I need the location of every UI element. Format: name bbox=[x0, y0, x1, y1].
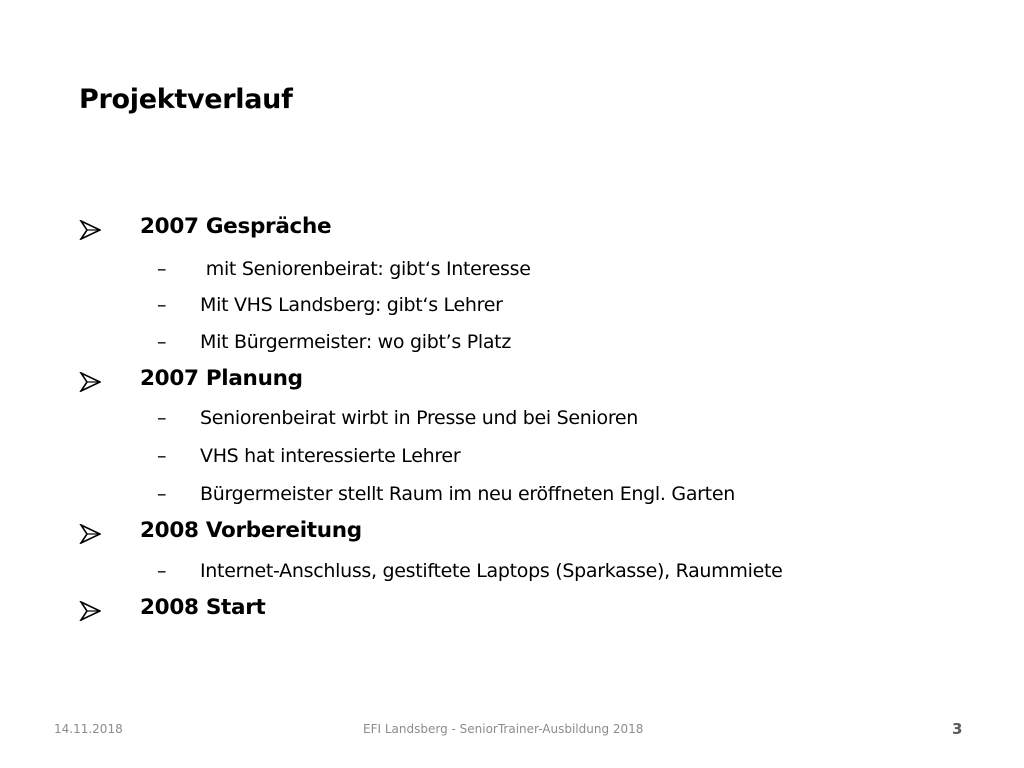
sub-bullet-text: VHS hat interessierte Lehrer bbox=[200, 445, 461, 467]
sub-bullet-text: Mit Bürgermeister: wo gibt’s Platz bbox=[200, 331, 512, 353]
bullet-heading: 2007 Planung bbox=[140, 366, 303, 391]
dash-marker: – bbox=[157, 407, 167, 429]
footer-date: 14.11.2018 bbox=[54, 722, 123, 736]
dash-marker: – bbox=[157, 258, 167, 280]
slide-content bbox=[79, 0, 979, 768]
sub-bullet-text: Internet-Anschluss, gestiftete Laptops (Sparkasse), Raummiete bbox=[200, 560, 783, 582]
arrowhead-bullet-icon bbox=[79, 601, 101, 621]
slide-title: Projektverlauf bbox=[79, 84, 293, 115]
sub-bullet-text: Seniorenbeirat wirbt in Presse und bei Senioren bbox=[200, 407, 639, 429]
page-number: 3 bbox=[952, 720, 963, 738]
arrowhead-bullet-icon bbox=[79, 220, 101, 240]
dash-marker: – bbox=[157, 294, 167, 316]
dash-marker: – bbox=[157, 331, 167, 353]
bullet-heading: 2008 Start bbox=[140, 595, 266, 620]
dash-marker: – bbox=[157, 560, 167, 582]
bullet-heading: 2008 Vorbereitung bbox=[140, 518, 362, 543]
arrowhead-bullet-icon bbox=[79, 372, 101, 392]
sub-bullet-text: Mit VHS Landsberg: gibt‘s Lehrer bbox=[200, 294, 503, 316]
dash-marker: – bbox=[157, 483, 167, 505]
bullet-heading: 2007 Gespräche bbox=[140, 214, 332, 239]
dash-marker: – bbox=[157, 445, 167, 467]
arrowhead-bullet-icon bbox=[79, 524, 101, 544]
footer-text: EFI Landsberg - SeniorTrainer-Ausbildung 2018 bbox=[363, 722, 644, 736]
sub-bullet-text: Bürgermeister stellt Raum im neu eröffneten Engl. Garten bbox=[200, 483, 735, 505]
sub-bullet-text: mit Seniorenbeirat: gibt‘s Interesse bbox=[200, 258, 531, 280]
